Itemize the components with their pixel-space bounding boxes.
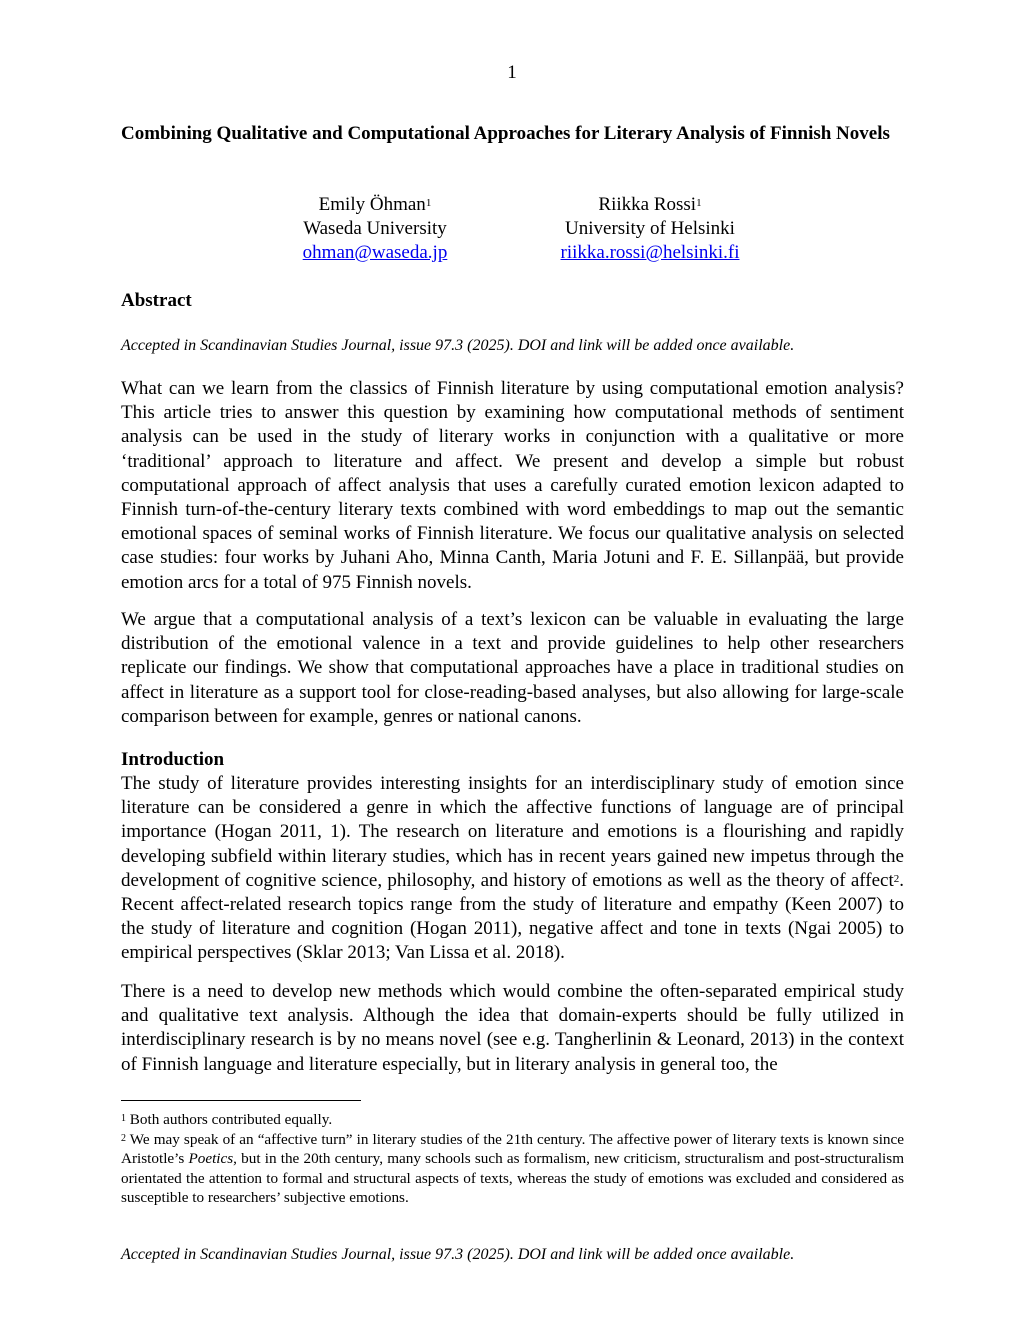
author-email-link[interactable]: riikka.rossi@helsinki.fi bbox=[560, 242, 740, 263]
acceptance-note: Accepted in Scandinavian Studies Journal, issue 97.3 (2025). DOI and link will be added once available. bbox=[121, 337, 795, 354]
introduction-paragraph: The study of literature provides interesting insights for an interdisciplinary study of emotion since literature can be considered a genre in which the affective functions of language are of principal importance (Hogan 2011, 1). The research on literature and emotions is a flourishing and rapidly developing subfield within literary studies, which has in recent years gained new impetus through the development of cognitive science, philosophy, and history of emotions as well as the theory of affect$^2$. Recent affect-related research topics range from the study of literature and empathy (Keen 2007) to the study of literature and cognition (Hogan 2011), negative affect and tone in texts (Ngai 2005) to empirical perspectives (Sklar 2013; Van Lissa et al. 2018). bbox=[121, 773, 904, 964]
footnote-ref[interactable]: 2 bbox=[893, 872, 900, 885]
author-1 bbox=[275, 193, 475, 265]
footnote-ref[interactable]: 1 bbox=[696, 197, 702, 209]
footnote-ref[interactable]: 1 bbox=[425, 197, 432, 209]
introduction-heading: Introduction bbox=[121, 749, 225, 770]
footnote-divider bbox=[121, 1100, 361, 1101]
author-email-link[interactable]: ohman@waseda.jp bbox=[302, 242, 448, 263]
abstract-heading: Abstract bbox=[121, 290, 192, 311]
abstract-paragraph: We argue that a computational analysis of a text’s lexicon can be valuable in evaluating the large distribution of the emotional valence in a text and provide guidelines to help other researchers replicate our findings. We show that computational approaches have a place in traditional studies on affect in literature as a support tool for close-reading-based analyses, but also allowing for large-scale comparison between for example, genres or national canons. bbox=[121, 609, 904, 727]
author-2 bbox=[530, 193, 770, 265]
author-name: Emily Öhman$^1$ bbox=[318, 194, 432, 215]
abstract-paragraph: What can we learn from the classics of Finnish literature by using computational emotion analysis? This article tries to answer this question by examining how computational methods of sentiment analysis can be used in the study of literary works in conjunction with a qualitative or more ‘traditional’ approach to literature and affect. We present and develop a simple but robust computational approach of affect analysis that uses a carefully curated emotion lexicon adapted to Finnish turn-of-the-century literary texts combined with word embeddings to map out the semantic emotional spaces of seminal works of Finnish literature. We focus our qualitative analysis on selected case studies: four works by Juhani Aho, Minna Canth, Maria Jotuni and F. E. Sillanpää, but provide emotion arcs for a total of 975 Finnish novels. bbox=[121, 378, 904, 593]
page-number: 1 bbox=[507, 62, 517, 83]
page-footer: Accepted in Scandinavian Studies Journal, issue 97.3 (2025). DOI and link will be added once available. bbox=[121, 1246, 795, 1263]
footnotes bbox=[121, 1110, 904, 1208]
author-name: Riikka Rossi$^1$ bbox=[598, 194, 702, 215]
paper-title: Combining Qualitative and Computational Approaches for Literary Analysis of Finnish Novels bbox=[121, 123, 890, 144]
author-affiliation: Waseda University bbox=[303, 218, 447, 239]
footnote: $^2$ We may speak of an “affective turn” in literary studies of the 21th century. The affective power of literary texts is known since Aristotle’s Poetics, but in the 20th century, many schools such as formalism, new criticism, structuralism and post-structuralism orientated the attention to formal and structural aspects of texts, whereas the study of emotions was excluded and considered as susceptible to researchers’ subjective emotions. bbox=[121, 1130, 905, 1206]
introduction-paragraph: There is a need to develop new methods which would combine the often-separated empirical study and qualitative text analysis. Although the idea that domain-experts should be fully utilized in interdisciplinary research is by no means novel (see e.g. Tangherlinin & Leonard, 2013) in the context of Finnish language and literature especially, but in literary analysis in general too, the bbox=[121, 981, 904, 1075]
author-affiliation: University of Helsinki bbox=[565, 218, 735, 239]
footnote: $^1$ Both authors contributed equally. bbox=[121, 1111, 333, 1128]
